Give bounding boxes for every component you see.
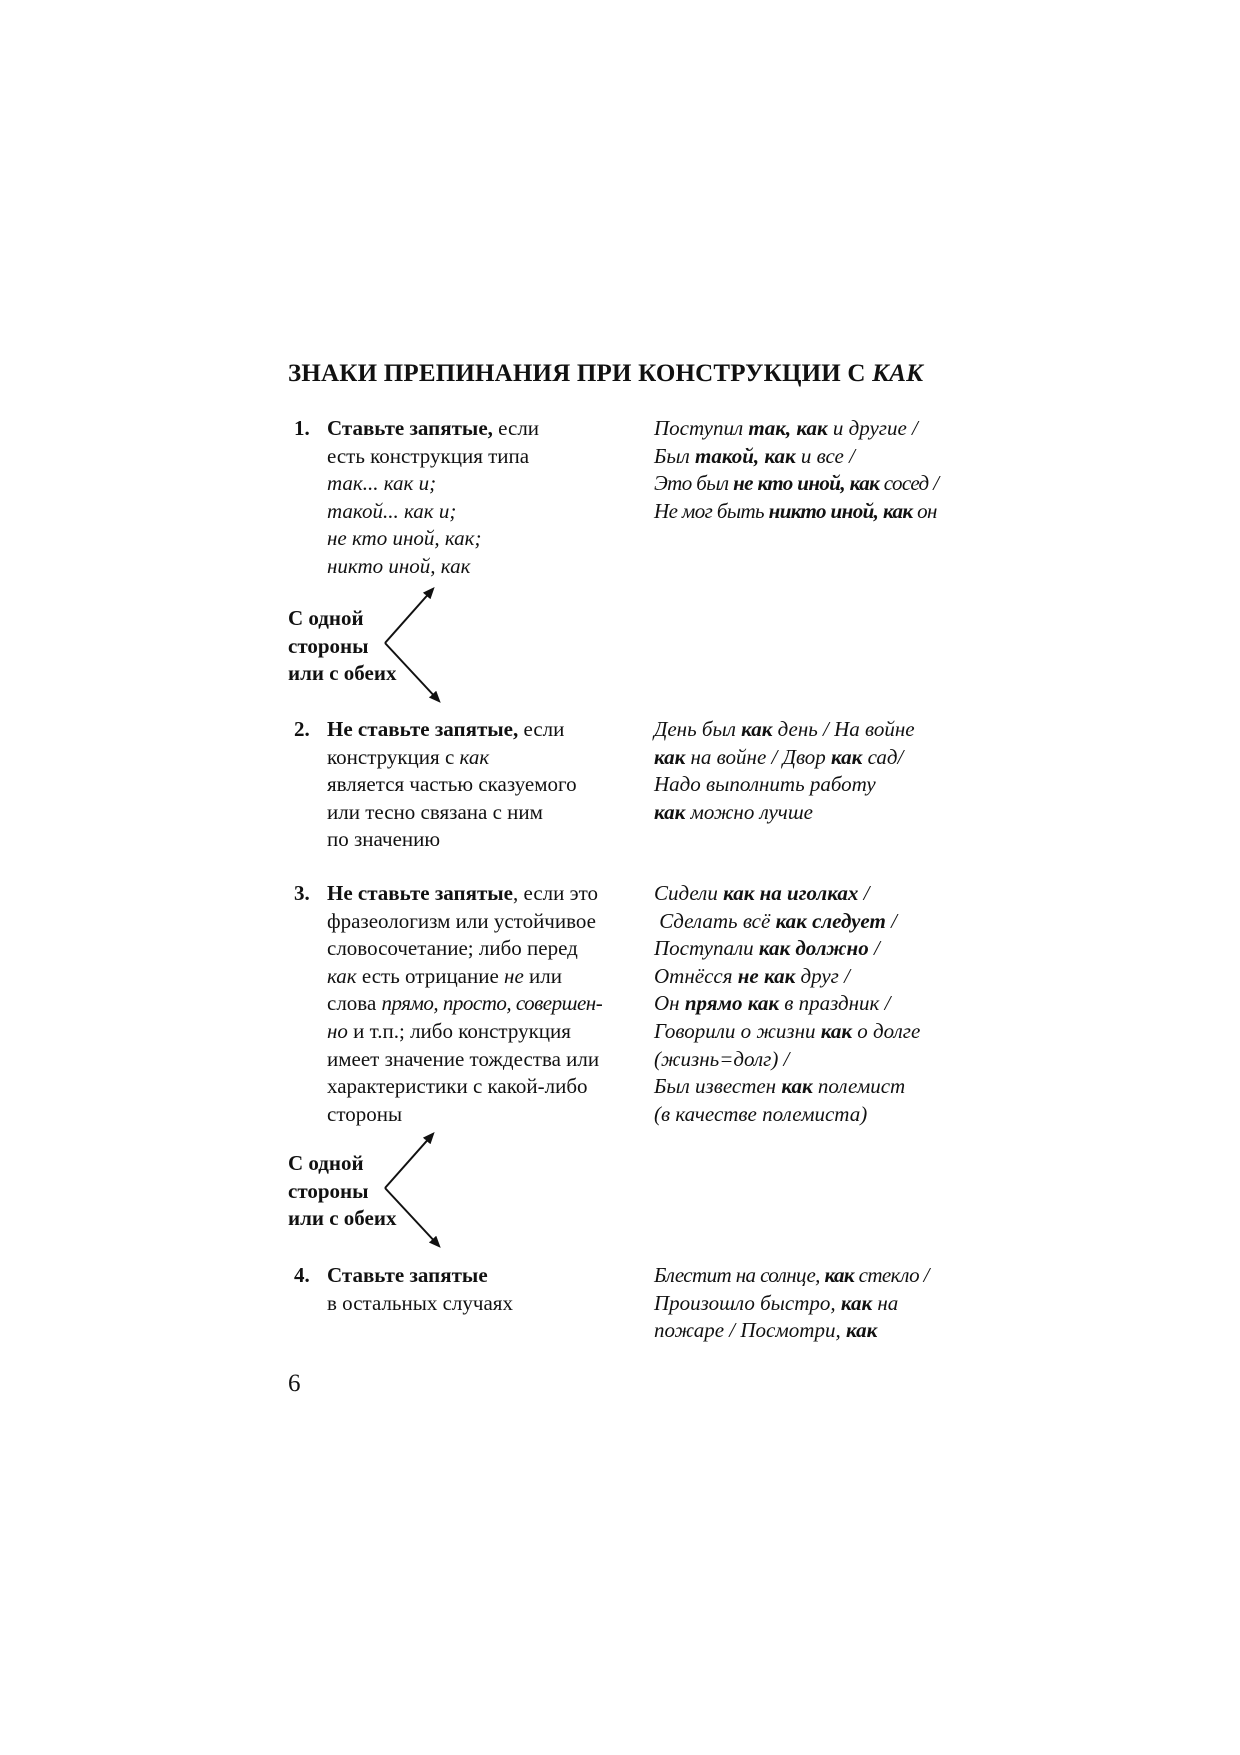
side-note-line: стороны bbox=[288, 1178, 369, 1203]
rule-text: стороны bbox=[327, 1101, 403, 1126]
fork-arrow-icon bbox=[380, 585, 460, 695]
rule-number: 1. bbox=[294, 416, 310, 440]
rule-heading: Ставьте запятые bbox=[327, 1263, 488, 1287]
example-line: Блестит на солнце, как стекло / bbox=[654, 1263, 929, 1287]
rule-heading: Не ставьте запятые bbox=[327, 881, 513, 905]
example-line: Отнёсся не как друг / bbox=[654, 963, 850, 988]
rule-1 bbox=[294, 415, 657, 581]
side-note-line: С одной bbox=[288, 606, 364, 630]
side-note-line: стороны bbox=[288, 633, 369, 658]
rule-text: слова прямо, просто, совершен- bbox=[327, 991, 603, 1016]
example-line: как на войне / Двор как сад/ bbox=[654, 744, 904, 769]
example-line: Говорили о жизни как о долге bbox=[654, 1018, 921, 1043]
fork-arrow-icon bbox=[380, 1130, 460, 1240]
example-line: как можно лучше bbox=[654, 799, 813, 824]
examples-4 bbox=[654, 1262, 974, 1345]
example-line: Сделать всё как следует / bbox=[654, 908, 897, 933]
rule-number: 4. bbox=[294, 1263, 310, 1287]
rule-text: если bbox=[523, 717, 565, 741]
rule-text: есть конструкция типа bbox=[327, 443, 530, 468]
example-line: Не мог быть никто иной, как он bbox=[654, 498, 937, 523]
rule-text: или тесно связана с ним bbox=[327, 799, 543, 824]
title-kak: КАК bbox=[872, 360, 924, 387]
example-line: Произошло быстро, как на bbox=[654, 1290, 899, 1315]
rule-text: фразеологизм или устойчивое bbox=[327, 908, 596, 933]
rule-text: не кто иной, как; bbox=[327, 526, 482, 551]
rule-text: но и т.п.; либо конструкция bbox=[327, 1018, 571, 1043]
rule-text: конструкция с как bbox=[327, 744, 490, 769]
example-line: пожаре / Посмотри, как bbox=[654, 1318, 878, 1343]
example-line: Был известен как полемист bbox=[654, 1074, 906, 1099]
example-line: Поступил так, как и другие / bbox=[654, 416, 918, 440]
examples-1 bbox=[654, 415, 974, 525]
rule-text: , если это bbox=[513, 881, 599, 905]
page-title bbox=[288, 360, 1188, 388]
side-note-line: С одной bbox=[288, 1151, 364, 1175]
rule-text: в остальных случаях bbox=[327, 1290, 513, 1315]
rule-text: так... как и; bbox=[327, 471, 437, 496]
rule-text: если bbox=[498, 416, 540, 440]
example-line: День был как день / На войне bbox=[654, 717, 915, 741]
rule-text: является частью сказуемого bbox=[327, 772, 577, 797]
rule-heading: Ставьте запятые, bbox=[327, 416, 493, 440]
rule-text: такой... как и; bbox=[327, 498, 457, 523]
examples-2 bbox=[654, 716, 974, 826]
example-line: Надо выполнить работу bbox=[654, 772, 876, 797]
example-line: (жизнь=долг) / bbox=[654, 1046, 790, 1071]
rule-text: никто иной, как bbox=[327, 553, 471, 578]
example-line: Это был не кто иной, как сосед / bbox=[654, 471, 939, 496]
example-line: Сидели как на иголках / bbox=[654, 881, 870, 905]
side-note-line: или с обеих bbox=[288, 661, 397, 686]
rule-text: имеет значение тождества или bbox=[327, 1046, 600, 1071]
rule-text: как есть отрицание не или bbox=[327, 963, 563, 988]
rule-heading: Не ставьте запятые, bbox=[327, 717, 519, 741]
rule-4 bbox=[294, 1262, 657, 1317]
page-number: 6 bbox=[288, 1370, 301, 1397]
example-line: (в качестве полемиста) bbox=[654, 1101, 868, 1126]
rule-text: характеристики с какой-либо bbox=[327, 1074, 588, 1099]
rule-number: 3. bbox=[294, 881, 310, 905]
rule-3 bbox=[294, 880, 657, 1128]
side-note-line: или с обеих bbox=[288, 1206, 397, 1231]
example-line: Он прямо как в праздник / bbox=[654, 991, 891, 1016]
example-line: Поступали как должно / bbox=[654, 936, 880, 961]
title-text: ЗНАКИ ПРЕПИНАНИЯ ПРИ КОНСТРУКЦИИ С bbox=[288, 360, 866, 387]
rule-text: по значению bbox=[327, 827, 441, 852]
rule-text: словосочетание; либо перед bbox=[327, 936, 578, 961]
examples-3 bbox=[654, 880, 974, 1128]
rule-number: 2. bbox=[294, 717, 310, 741]
rule-2 bbox=[294, 716, 657, 854]
example-line: Был такой, как и все / bbox=[654, 443, 855, 468]
